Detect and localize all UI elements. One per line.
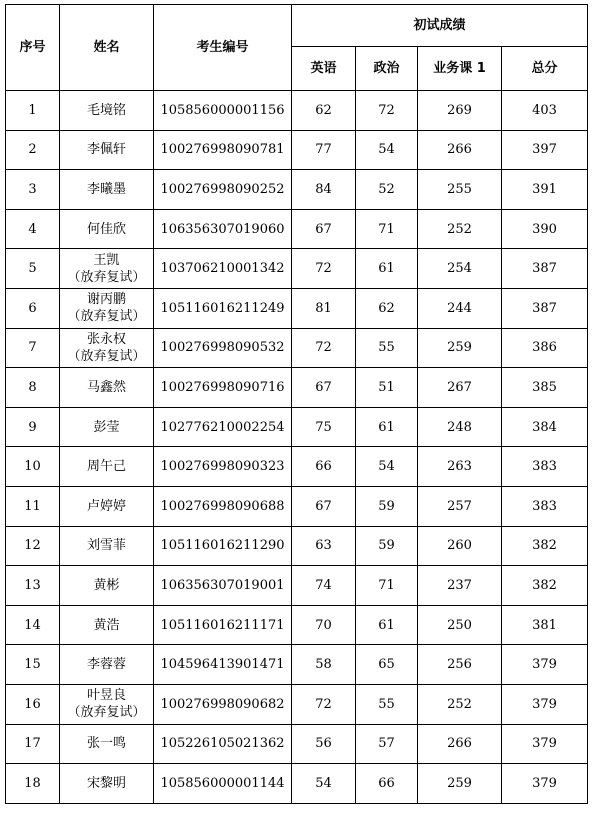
cell-major1: 266 — [418, 130, 502, 170]
cell-english: 56 — [292, 724, 356, 764]
cell-seq: 18 — [6, 764, 60, 804]
table-row — [6, 407, 588, 447]
cell-seq: 10 — [6, 447, 60, 487]
cell-english: 58 — [292, 645, 356, 685]
cell-name — [60, 170, 154, 210]
student-name: 毛境铭 — [86, 102, 126, 118]
cell-name — [60, 91, 154, 131]
table-row — [6, 724, 588, 764]
cell-seq: 5 — [6, 249, 60, 289]
cell-politics: 57 — [356, 724, 418, 764]
cell-english: 70 — [292, 605, 356, 645]
cell-english: 63 — [292, 526, 356, 566]
student-name: 李蓉蓉 — [86, 657, 126, 673]
student-name: 周午己 — [86, 459, 126, 475]
cell-total: 387 — [502, 288, 588, 328]
student-name: 李佩轩 — [86, 142, 126, 158]
cell-seq: 3 — [6, 170, 60, 210]
header-total: 总分 — [502, 47, 588, 91]
cell-politics: 66 — [356, 764, 418, 804]
cell-seq: 16 — [6, 684, 60, 724]
table-row — [6, 288, 588, 328]
table-row — [6, 249, 588, 289]
cell-exam-no: 102776210002254 — [154, 407, 292, 447]
cell-total: 384 — [502, 407, 588, 447]
cell-english: 81 — [292, 288, 356, 328]
cell-total: 386 — [502, 328, 588, 368]
student-name: 王凯 — [93, 252, 120, 268]
cell-exam-no: 100276998090323 — [154, 447, 292, 487]
cell-total: 383 — [502, 486, 588, 526]
student-name: 黄彬 — [93, 577, 120, 593]
cell-politics: 51 — [356, 368, 418, 408]
cell-politics: 71 — [356, 209, 418, 249]
cell-english: 72 — [292, 684, 356, 724]
cell-total: 403 — [502, 91, 588, 131]
cell-name — [60, 407, 154, 447]
cell-major1: 248 — [418, 407, 502, 447]
table-row — [6, 645, 588, 685]
student-name: 卢婷婷 — [86, 498, 126, 514]
cell-seq: 9 — [6, 407, 60, 447]
cell-politics: 54 — [356, 447, 418, 487]
cell-total: 387 — [502, 249, 588, 289]
cell-total: 382 — [502, 526, 588, 566]
cell-total: 382 — [502, 566, 588, 606]
cell-politics: 55 — [356, 328, 418, 368]
withdraw-note: （放弃复试） — [67, 269, 146, 285]
student-name: 谢丙鹏 — [86, 292, 126, 308]
student-name: 张永权 — [86, 331, 126, 347]
cell-seq: 2 — [6, 130, 60, 170]
cell-name — [60, 249, 154, 289]
cell-politics: 55 — [356, 684, 418, 724]
table-row — [6, 170, 588, 210]
cell-total: 391 — [502, 170, 588, 210]
withdraw-note: （放弃复试） — [67, 348, 146, 364]
cell-exam-no: 100276998090532 — [154, 328, 292, 368]
cell-total: 381 — [502, 605, 588, 645]
cell-name — [60, 724, 154, 764]
cell-exam-no: 105226105021362 — [154, 724, 292, 764]
cell-politics: 65 — [356, 645, 418, 685]
table-row — [6, 447, 588, 487]
cell-major1: 252 — [418, 209, 502, 249]
cell-major1: 256 — [418, 645, 502, 685]
cell-seq: 14 — [6, 605, 60, 645]
student-name: 马鑫然 — [86, 379, 126, 395]
table-row — [6, 526, 588, 566]
cell-major1: 237 — [418, 566, 502, 606]
cell-major1: 254 — [418, 249, 502, 289]
cell-exam-no: 105116016211249 — [154, 288, 292, 328]
cell-major1: 267 — [418, 368, 502, 408]
cell-name — [60, 605, 154, 645]
cell-english: 62 — [292, 91, 356, 131]
cell-politics: 61 — [356, 249, 418, 289]
cell-english: 67 — [292, 209, 356, 249]
table-row — [6, 605, 588, 645]
cell-major1: 269 — [418, 91, 502, 131]
cell-seq: 15 — [6, 645, 60, 685]
cell-english: 74 — [292, 566, 356, 606]
cell-seq: 4 — [6, 209, 60, 249]
cell-name — [60, 486, 154, 526]
student-name: 宋黎明 — [86, 775, 126, 791]
student-name: 彭莹 — [93, 419, 120, 435]
cell-seq: 7 — [6, 328, 60, 368]
cell-major1: 263 — [418, 447, 502, 487]
cell-name — [60, 328, 154, 368]
cell-total: 390 — [502, 209, 588, 249]
cell-exam-no: 106356307019001 — [154, 566, 292, 606]
cell-politics: 61 — [356, 407, 418, 447]
header-prelim-scores: 初试成绩 — [292, 5, 588, 47]
cell-name — [60, 447, 154, 487]
cell-name — [60, 684, 154, 724]
student-name: 刘雪菲 — [86, 538, 126, 554]
student-name: 张一鸣 — [86, 736, 126, 752]
cell-politics: 61 — [356, 605, 418, 645]
cell-major1: 266 — [418, 724, 502, 764]
cell-name — [60, 526, 154, 566]
cell-total: 379 — [502, 724, 588, 764]
cell-exam-no: 100276998090688 — [154, 486, 292, 526]
student-name: 叶昱良 — [86, 688, 126, 704]
table-body — [6, 91, 588, 804]
cell-english: 72 — [292, 249, 356, 289]
cell-name — [60, 130, 154, 170]
withdraw-note: （放弃复试） — [67, 705, 146, 721]
table-row — [6, 130, 588, 170]
cell-major1: 260 — [418, 526, 502, 566]
cell-exam-no: 105856000001144 — [154, 764, 292, 804]
cell-total: 383 — [502, 447, 588, 487]
cell-major1: 252 — [418, 684, 502, 724]
table-header — [6, 5, 588, 91]
cell-seq: 6 — [6, 288, 60, 328]
cell-name — [60, 764, 154, 804]
cell-exam-no: 106356307019060 — [154, 209, 292, 249]
cell-major1: 255 — [418, 170, 502, 210]
cell-english: 66 — [292, 447, 356, 487]
cell-english: 77 — [292, 130, 356, 170]
table-row — [6, 328, 588, 368]
cell-seq: 17 — [6, 724, 60, 764]
cell-name — [60, 645, 154, 685]
cell-seq: 11 — [6, 486, 60, 526]
cell-name — [60, 288, 154, 328]
cell-english: 84 — [292, 170, 356, 210]
cell-english: 67 — [292, 486, 356, 526]
cell-politics: 59 — [356, 526, 418, 566]
cell-name — [60, 566, 154, 606]
cell-major1: 257 — [418, 486, 502, 526]
table-row — [6, 209, 588, 249]
cell-total: 379 — [502, 684, 588, 724]
cell-major1: 259 — [418, 764, 502, 804]
table-row — [6, 684, 588, 724]
cell-politics: 62 — [356, 288, 418, 328]
student-name: 李曦墨 — [86, 181, 126, 197]
cell-major1: 250 — [418, 605, 502, 645]
cell-seq: 8 — [6, 368, 60, 408]
cell-seq: 13 — [6, 566, 60, 606]
cell-exam-no: 100276998090781 — [154, 130, 292, 170]
cell-exam-no: 105856000001156 — [154, 91, 292, 131]
cell-english: 54 — [292, 764, 356, 804]
table-row — [6, 486, 588, 526]
cell-exam-no: 105116016211171 — [154, 605, 292, 645]
header-english: 英语 — [292, 47, 356, 91]
cell-politics: 59 — [356, 486, 418, 526]
cell-seq: 12 — [6, 526, 60, 566]
cell-english: 72 — [292, 328, 356, 368]
cell-exam-no: 105116016211290 — [154, 526, 292, 566]
cell-seq: 1 — [6, 91, 60, 131]
cell-exam-no: 100276998090682 — [154, 684, 292, 724]
cell-total: 385 — [502, 368, 588, 408]
cell-name — [60, 209, 154, 249]
table-row — [6, 368, 588, 408]
cell-exam-no: 104596413901471 — [154, 645, 292, 685]
cell-exam-no: 100276998090716 — [154, 368, 292, 408]
cell-total: 379 — [502, 764, 588, 804]
cell-english: 67 — [292, 368, 356, 408]
cell-major1: 259 — [418, 328, 502, 368]
header-major1: 业务课 1 — [418, 47, 502, 91]
cell-major1: 244 — [418, 288, 502, 328]
cell-english: 75 — [292, 407, 356, 447]
header-name: 姓名 — [60, 5, 154, 91]
student-name: 黄浩 — [93, 617, 120, 633]
withdraw-note: （放弃复试） — [67, 309, 146, 325]
table-row — [6, 91, 588, 131]
score-table — [5, 4, 588, 804]
cell-name — [60, 368, 154, 408]
cell-politics: 54 — [356, 130, 418, 170]
table-row — [6, 566, 588, 606]
cell-total: 397 — [502, 130, 588, 170]
cell-politics: 52 — [356, 170, 418, 210]
cell-total: 379 — [502, 645, 588, 685]
cell-politics: 71 — [356, 566, 418, 606]
header-exam-no: 考生编号 — [154, 5, 292, 91]
cell-exam-no: 100276998090252 — [154, 170, 292, 210]
header-seq: 序号 — [6, 5, 60, 91]
table-row — [6, 764, 588, 804]
header-politics: 政治 — [356, 47, 418, 91]
cell-politics: 72 — [356, 91, 418, 131]
cell-exam-no: 103706210001342 — [154, 249, 292, 289]
student-name: 何佳欣 — [86, 221, 126, 237]
